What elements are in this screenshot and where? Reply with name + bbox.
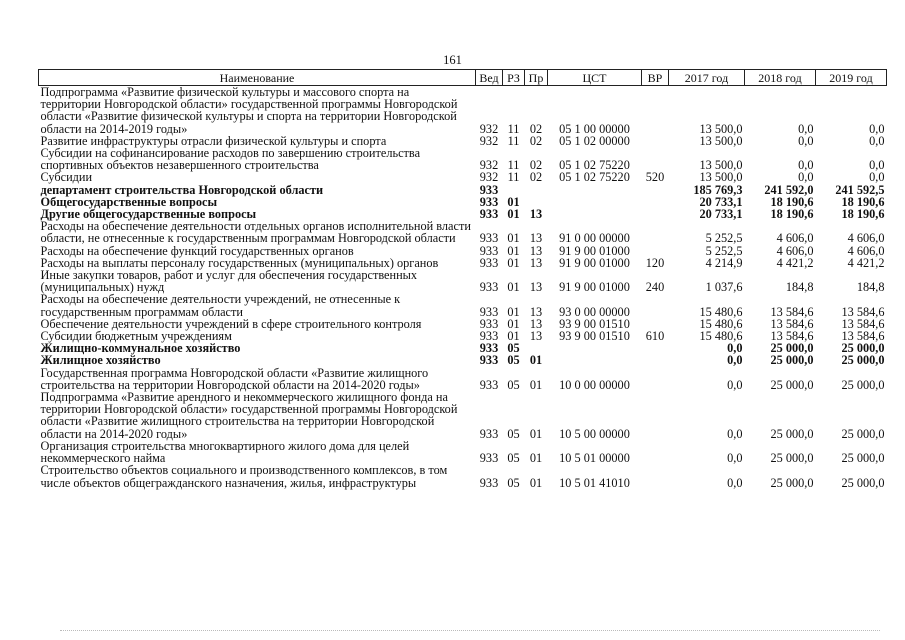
row-ved-cell: 933 [479,304,499,319]
row-2017-cell: 0,0 [727,341,743,356]
row-cst-cell: 10 5 00 00000 [559,426,630,441]
row-pr-cell [525,184,548,196]
row-name-cell: Жилищно-коммунальное хозяйство [40,341,241,356]
table-header-row [39,70,887,86]
row-ved-cell: 933 [479,341,499,356]
row-vr-cell: 520 [645,170,665,185]
row-2019-cell: 4 421,2 [847,255,885,270]
row-ved-cell: 932 [479,158,499,173]
row-name-cell: Подпрограмма «Развитие физической культуры и массового спорта на территории Новгородской области» государственной программы Новгородской области «Развитие физической культуры и спорта на территории Новгородской области на 2014-2019 годы» [40,85,458,136]
row-vr-cell [642,354,669,366]
row-2017-cell: 0,0 [727,475,743,490]
row-2019-cell: 25 000,0 [841,475,885,490]
row-2017-cell: 20 733,1 [699,194,743,209]
row-pr-cell: 02 [529,133,543,148]
row-cst-cell [548,196,642,208]
row-2018-cell: 18 190,6 [770,207,814,222]
row-cst-cell: 91 9 00 01000 [559,280,630,295]
row-2019-cell: 0,0 [869,133,885,148]
row-rz-cell: 01 [507,329,520,344]
row-cst-cell: 05 1 00 00000 [559,121,630,136]
table-row [39,293,887,317]
row-2018-cell: 4 606,0 [776,231,814,246]
row-cst-cell: 05 1 02 00000 [559,133,630,148]
row-ved-cell: 933 [479,426,499,441]
row-cst-cell: 05 1 02 75220 [559,170,630,185]
header-rz: РЗ [503,70,525,86]
row-2017-cell: 13 500,0 [699,121,743,136]
row-ved-cell: 933 [479,182,499,197]
row-vr-cell [642,245,669,257]
row-2019-cell: 13 584,6 [841,316,885,331]
row-pr-cell: 01 [529,451,543,466]
row-vr-cell: 240 [645,280,665,295]
row-2017-cell: 15 480,6 [699,329,743,344]
row-name-cell: Расходы на обеспечение деятельности отдельных органов исполнительной власти области, не отнесенные к государственным программам Новгородской области [40,219,471,246]
row-rz-cell: 01 [507,280,520,295]
row-2019-cell: 25 000,0 [841,377,885,392]
table-body [39,86,887,489]
row-pr-cell: 01 [529,426,543,441]
header-2018: 2018 год [745,70,816,86]
row-2017-cell: 13 500,0 [699,158,743,173]
row-name-cell: департамент строительства Новгородской области [40,182,324,197]
row-rz-cell: 01 [507,304,520,319]
header-cst: ЦСТ [548,70,642,86]
row-vr-cell [642,440,669,464]
row-pr-cell: 13 [529,329,543,344]
table-row [39,245,887,257]
row-ved-cell: 933 [479,316,499,331]
row-name-cell: Расходы на обеспечение деятельности учреждений, не отнесенные к государственным программам области [40,292,401,319]
row-pr-cell: 13 [529,280,543,295]
row-name-cell: Другие общегосударственные вопросы [40,207,257,222]
row-cst-cell [548,208,642,220]
row-vr-cell [642,220,669,244]
row-2019-cell: 25 000,0 [841,426,885,441]
row-cst-cell: 91 9 00 01000 [559,255,630,270]
row-name-cell: Обеспечение деятельности учреждений в сфере строительного контроля [40,316,422,331]
row-cst-cell [548,184,642,196]
table-row [39,440,887,464]
header-ved: Вед [476,70,503,86]
table-row [39,269,887,293]
row-name-cell: Жилищное хозяйство [40,353,161,368]
row-2018-cell: 184,8 [785,280,814,295]
row-cst-cell [548,342,642,354]
row-name-cell: Строительство объектов социального и производственного комплексов, в том числе объектов общегражданского назначения, жилья, инфраструктуры [40,463,448,490]
row-2019-cell: 18 190,6 [841,194,885,209]
row-2018-cell: 25 000,0 [770,341,814,356]
row-2017-cell: 185 769,3 [693,182,743,197]
row-vr-cell [642,391,669,440]
row-ved-cell: 933 [479,329,499,344]
row-ved-cell: 933 [479,377,499,392]
row-2019-cell: 4 606,0 [847,231,885,246]
row-2017-cell: 5 252,5 [705,243,743,258]
row-pr-cell: 13 [529,207,543,222]
row-name-cell: Расходы на выплаты персоналу государственных (муниципальных) органов [40,255,439,270]
row-pr-cell: 13 [529,316,543,331]
row-rz-cell: 11 [507,158,520,173]
table-row [39,171,887,183]
row-vr-cell [642,293,669,317]
row-pr-cell: 13 [529,255,543,270]
row-vr-cell [642,147,669,171]
row-name-cell: Общегосударственные вопросы [40,194,218,209]
table-row [39,342,887,354]
row-vr-cell [642,342,669,354]
row-2019-cell: 4 606,0 [847,243,885,258]
row-pr-cell: 02 [529,121,543,136]
row-ved-cell: 933 [479,475,499,490]
table-row [39,147,887,171]
row-2018-cell: 25 000,0 [770,353,814,368]
row-2018-cell: 0,0 [798,133,814,148]
row-rz-cell: 01 [507,207,520,222]
row-vr-cell [642,86,669,135]
header-2017: 2017 год [669,70,745,86]
row-ved-cell: 933 [479,207,499,222]
row-2018-cell: 25 000,0 [770,426,814,441]
scan-edge-marks [60,630,880,633]
row-2019-cell: 25 000,0 [841,451,885,466]
row-name-cell: Государственная программа Новгородской области «Развитие жилищного строительства на территории Новгородской области на 2014-2020 годы» [40,365,429,392]
row-rz-cell: 05 [507,341,520,356]
row-ved-cell: 933 [479,451,499,466]
table-row [39,354,887,366]
row-2017-cell: 15 480,6 [699,304,743,319]
row-2017-cell: 20 733,1 [699,207,743,222]
row-name-cell: Иные закупки товаров, работ и услуг для обеспечения государственных (муниципальных) нужд [40,268,418,295]
row-2017-cell: 1 037,6 [705,280,743,295]
row-vr-cell [642,184,669,196]
row-rz-cell: 05 [507,475,520,490]
row-2018-cell: 18 190,6 [770,194,814,209]
row-2017-cell: 0,0 [727,451,743,466]
row-2017-cell: 13 500,0 [699,170,743,185]
row-2017-cell: 0,0 [727,353,743,368]
row-2019-cell: 241 592,5 [835,182,885,197]
row-vr-cell [642,464,669,488]
table-row [39,184,887,196]
row-vr-cell [642,196,669,208]
row-rz-cell: 11 [507,121,520,136]
row-2017-cell: 5 252,5 [705,231,743,246]
row-cst-cell: 91 9 00 01000 [559,243,630,258]
row-name-cell: Субсидии [40,170,93,185]
row-cst-cell: 93 9 00 01510 [559,329,630,344]
row-pr-cell: 02 [529,158,543,173]
row-ved-cell: 932 [479,133,499,148]
page-number: 161 [443,53,462,67]
row-2019-cell: 13 584,6 [841,329,885,344]
row-cst-cell: 05 1 02 75220 [559,158,630,173]
row-2017-cell: 15 480,6 [699,316,743,331]
row-rz-cell: 01 [507,231,520,246]
row-2018-cell: 0,0 [798,158,814,173]
row-name-cell: Субсидии на софинансирование расходов по завершению строительства спортивных объектов незавершенного строительства [40,146,421,173]
row-ved-cell: 933 [479,194,499,209]
row-rz-cell: 01 [507,194,520,209]
row-name-cell: Развитие инфраструктуры отрасли физической культуры и спорта [40,133,387,148]
row-2018-cell: 0,0 [798,121,814,136]
row-2018-cell: 0,0 [798,170,814,185]
row-ved-cell: 933 [479,280,499,295]
row-rz-cell: 05 [507,353,520,368]
row-2018-cell: 13 584,6 [770,329,814,344]
row-rz-cell: 11 [507,170,520,185]
row-2017-cell: 4 214,9 [705,255,743,270]
row-2019-cell: 0,0 [869,170,885,185]
row-2018-cell: 13 584,6 [770,304,814,319]
row-ved-cell: 933 [479,353,499,368]
row-pr-cell: 13 [529,243,543,258]
row-ved-cell: 933 [479,231,499,246]
row-cst-cell: 10 5 01 00000 [559,451,630,466]
row-name-cell: Расходы на обеспечение функций государственных органов [40,243,354,258]
row-vr-cell [642,208,669,220]
row-2019-cell: 25 000,0 [841,341,885,356]
row-2017-cell: 13 500,0 [699,133,743,148]
row-2018-cell: 25 000,0 [770,475,814,490]
row-2018-cell: 13 584,6 [770,316,814,331]
row-rz-cell: 01 [507,316,520,331]
table-row [39,391,887,440]
row-ved-cell: 932 [479,121,499,136]
row-pr-cell: 01 [529,377,543,392]
row-pr-cell: 13 [529,304,543,319]
row-cst-cell: 10 0 00 00000 [559,377,630,392]
row-2019-cell: 13 584,6 [841,304,885,319]
row-ved-cell: 932 [479,170,499,185]
row-rz-cell [503,184,525,196]
row-pr-cell: 01 [529,475,543,490]
row-2018-cell: 241 592,0 [764,182,814,197]
row-pr-cell: 02 [529,170,543,185]
row-rz-cell: 01 [507,243,520,258]
row-name-cell: Подпрограмма «Развитие арендного и некоммерческого жилищного фонда на территории Новгородской области» государственной программы Новгородской области «Развитие жилищного строительства на территории Новгородской области на 2014-2020 годы» [40,390,458,441]
row-vr-cell [642,367,669,391]
row-2018-cell: 25 000,0 [770,451,814,466]
row-2018-cell: 25 000,0 [770,377,814,392]
row-2019-cell: 184,8 [856,280,885,295]
row-rz-cell: 05 [507,451,520,466]
header-2019: 2019 год [816,70,887,86]
budget-table [38,69,887,489]
table-row [39,220,887,244]
row-pr-cell: 01 [529,353,543,368]
header-pr: Пр [525,70,548,86]
row-rz-cell: 05 [507,377,520,392]
row-ved-cell: 933 [479,243,499,258]
row-2017-cell: 0,0 [727,377,743,392]
table-row [39,367,887,391]
row-vr-cell: 610 [645,329,665,344]
row-cst-cell: 93 0 00 00000 [559,304,630,319]
row-rz-cell: 01 [507,255,520,270]
row-2018-cell: 4 606,0 [776,243,814,258]
row-2019-cell: 0,0 [869,121,885,136]
row-2018-cell: 4 421,2 [776,255,814,270]
row-2019-cell: 0,0 [869,158,885,173]
row-cst-cell: 93 9 00 01510 [559,316,630,331]
table-row [39,86,887,135]
row-2017-cell: 0,0 [727,426,743,441]
row-2019-cell: 18 190,6 [841,207,885,222]
row-cst-cell [548,354,642,366]
row-name-cell: Субсидии бюджетным учреждениям [40,329,232,344]
row-cst-cell: 10 5 01 41010 [559,475,630,490]
row-cst-cell: 91 0 00 00000 [559,231,630,246]
header-vr: ВР [642,70,669,86]
table-row [39,464,887,488]
row-pr-cell: 13 [529,231,543,246]
row-rz-cell: 05 [507,426,520,441]
row-vr-cell: 120 [645,255,665,270]
row-2019-cell: 25 000,0 [841,353,885,368]
header-name: Наименование [39,70,476,86]
row-ved-cell: 933 [479,255,499,270]
row-name-cell: Организация строительства многоквартирного жилого дома для целей некоммерческого найма [40,438,410,466]
row-vr-cell [642,135,669,147]
row-rz-cell: 11 [507,133,520,148]
